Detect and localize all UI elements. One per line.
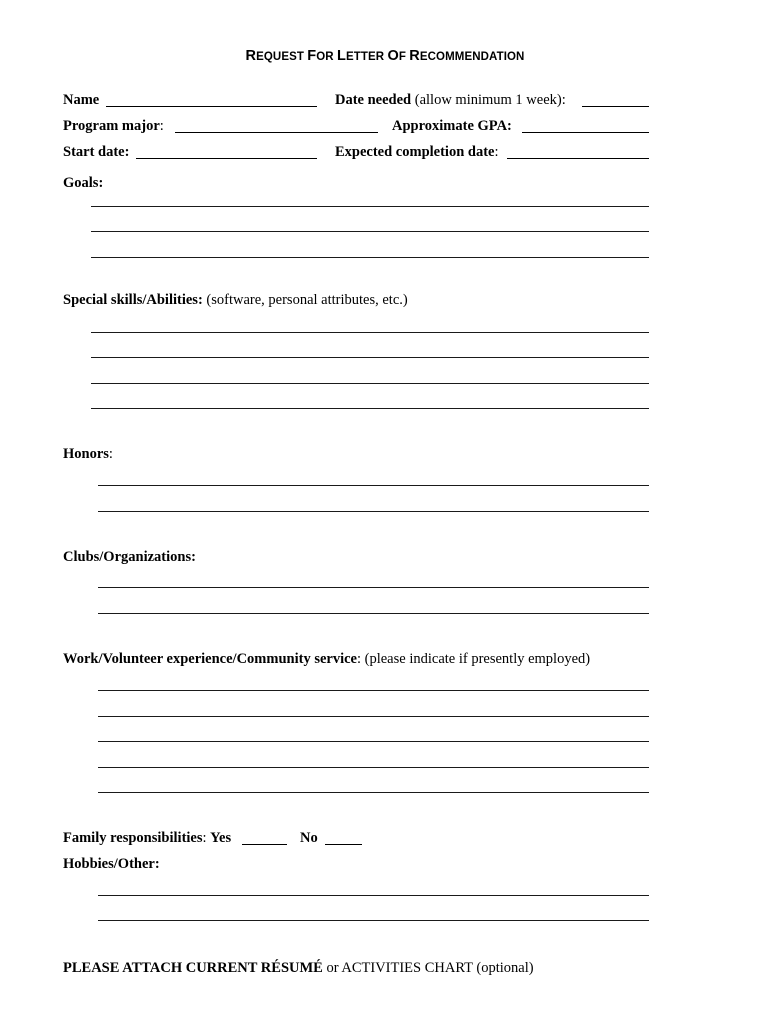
clubs-line[interactable] <box>98 613 649 614</box>
family-no-field[interactable] <box>325 844 362 845</box>
family-no-label: No <box>300 830 318 846</box>
completion-date-field[interactable] <box>507 158 649 159</box>
title-word-4: OF <box>387 48 410 64</box>
hobbies-label: Hobbies/Other: <box>63 856 160 872</box>
family-label: Family responsibilities: Yes <box>63 830 232 846</box>
attach-resume-note: PLEASE ATTACH CURRENT RÉSUMÉ or ACTIVITIES CHART (optional) <box>63 960 534 976</box>
work-line[interactable] <box>98 767 649 768</box>
gpa-label: Approximate GPA: <box>392 118 512 134</box>
skills-line[interactable] <box>91 357 649 358</box>
goals-line[interactable] <box>91 206 649 207</box>
honors-line[interactable] <box>98 485 649 486</box>
page-title <box>0 48 770 64</box>
completion-date-label: Expected completion date: <box>335 144 499 160</box>
skills-line[interactable] <box>91 383 649 384</box>
title-word-5: RECOMMENDATION <box>409 48 525 64</box>
title-word-3: LETTER <box>337 48 388 64</box>
goals-line[interactable] <box>91 231 649 232</box>
goals-label: Goals: <box>63 175 104 191</box>
work-line[interactable] <box>98 690 649 691</box>
clubs-label: Clubs/Organizations: <box>63 549 196 565</box>
date-needed-field[interactable] <box>582 106 649 107</box>
goals-line[interactable] <box>91 257 649 258</box>
hobbies-line[interactable] <box>98 920 649 921</box>
family-yes-field[interactable] <box>242 844 287 845</box>
work-label: Work/Volunteer experience/Community service: (please indicate if presently employed) <box>63 651 591 667</box>
family-yes-label: Yes <box>210 830 232 846</box>
date-needed-label: Date needed (allow minimum 1 week): <box>335 92 566 108</box>
program-major-label: Program major: <box>63 118 164 134</box>
hobbies-line[interactable] <box>98 895 649 896</box>
work-line[interactable] <box>98 741 649 742</box>
skills-line[interactable] <box>91 332 649 333</box>
name-label: Name <box>63 92 100 108</box>
honors-line[interactable] <box>98 511 649 512</box>
work-line[interactable] <box>98 792 649 793</box>
honors-label: Honors: <box>63 446 113 462</box>
start-date-label: Start date: <box>63 144 130 160</box>
clubs-line[interactable] <box>98 587 649 588</box>
skills-line[interactable] <box>91 408 649 409</box>
gpa-field[interactable] <box>522 132 649 133</box>
skills-label: Special skills/Abilities: (software, personal attributes, etc.) <box>63 292 408 308</box>
title-word-2: FOR <box>307 48 338 64</box>
name-field[interactable] <box>106 106 317 107</box>
program-major-field[interactable] <box>175 132 378 133</box>
start-date-field[interactable] <box>136 158 317 159</box>
work-line[interactable] <box>98 716 649 717</box>
title-word-1: REQUEST <box>245 48 308 64</box>
